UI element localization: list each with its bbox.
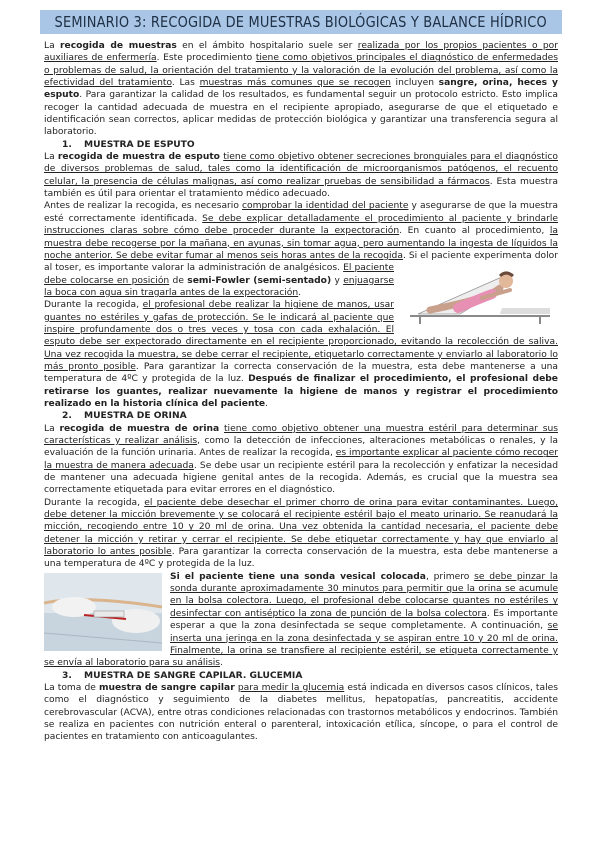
title-banner <box>40 10 562 34</box>
section-heading-urine: 2. MUESTRA DE ORINA <box>62 411 187 422</box>
page-title: SEMINARIO 3: RECOGIDA DE MUESTRAS BIOLÓGICAS Y BALANCE HÍDRICO <box>54 13 548 31</box>
urine-paragraph-1: La recogida de muestra de orina tiene como objetivo obtener una muestra estéril para determinar sus características y realizar análisis, como la detección de infecciones, alteraciones metabólicas o renales, y la evaluación de la función urinaria. Antes de realizar la recogida, es importante explicar al paciente cómo recoger la muestra de manera adecuada. Se debe usar un recipiente estéril para la recolección y enfatizar la necesidad de mantener una adecuada higiene genital antes de la recogida. Además, es crucial que la muestra sea correctamente etiquetada para evitar errores en el diagnóstico. <box>44 423 559 496</box>
sputum-paragraph-2: Antes de realizar la recogida, es necesario comprobar la identidad del paciente y asegurarse de que la muestra esté correctamente identificada. Se debe explicar detalladamente el procedimiento al paciente y brindarle instrucciones claras sobre cómo debe proceder durante la expectoración. En cuanto al procedimiento, la muestra debe recogerse por la mañana, en ayunas, sin tomar agua, pero aumentando la ingesta de líquidos la noche anterior. Se debe evitar fumar al menos seis horas antes de la recogida . Si el paciente experimenta dolor al toser, es importante valorar la administración de analgésicos. El paciente debe colocarse en posición de semi-Fowler (semi-sentado) y enjuagarse la boca con agua sin tragarla antes de la expectoración. <box>44 200 558 299</box>
semi-fowler-patient-figure <box>400 264 558 326</box>
urine-paragraph-2: Durante la recogida, el paciente debe desechar el primer chorro de orina para evitar contaminantes. Luego, debe detener la micción brevemente y se colocará el recipiente estéril bajo el meato urinario. Se reanudará la micción, recogiendo entre 10 y 20 ml de orina. Una vez obtenida la cantidad necesaria, el paciente debe detener la micción y retirar y cerrar el recipiente. Se debe etiquetar correctamente y hay que enviarlo al laboratorio lo antes posible. Para garantizar la correcta conservación de la muestra, esta debe mantenerse a una temperatura de 4ºC y protegida de la luz. <box>44 497 559 570</box>
intro-paragraph: La recogida de muestras en el ámbito hospitalario suele ser realizada por los propios pacientes o por auxiliares de enfermería. Este procedimiento tiene como objetivos principales el diagnóstico de enfermedades o problemas de salud, la orientación del tratamiento y la valoración de la evolución del problema, así como la efectividad del tratamiento. Las muestras más comunes que se recogen incluyen sangre, orina, heces y esputo. Para garantizar la calidad de los resultados, es fundamental seguir un protocolo estricto. Esto implica recoger la cantidad adecuada de muestra en el recipiente apropiado, asegurarse de que el etiquetado e identificación sean correctos, aplicar medidas de protección biológica y garantizar una transferencia segura al laboratorio. <box>44 41 559 138</box>
urine-paragraph-3: Si el paciente tiene una sonda vesical colocada, primero se debe pinzar la sonda durante aproximadamente 30 minutos para permitir que la orina se acumule en la bolsa colectora. Luego, el profesional debe colocarse guantes no estériles y desinfectar con antiséptico la zona de punción de la bolsa colectora. Es importante esperar a que la zona desinfectada se seque completamente. A continuación, se inserta una jeringa en la zona desinfectada y se aspiran entre 10 y 20 ml de orina. Finalmente, la orina se transfiere al recipiente estéril, se etiqueta correctamente y se envía al laboratorio para su análisis. <box>44 571 558 669</box>
document-body <box>44 40 558 744</box>
section-heading-sputum: 1. MUESTRA DE ESPUTO <box>62 139 195 150</box>
section-heading-capillary-blood: 3. MUESTRA DE SANGRE CAPILAR. GLUCEMIA <box>62 670 303 681</box>
capillary-paragraph-1: La toma de muestra de sangre capilar para medir la glucemia está indicada en diversos casos clínicos, tales como el diagnóstico y seguimiento de la diabetes mellitus, hepatopatías, pancreatitis, accidente cerebrovascular (ACVA), entre otras condiciones relacionadas con trastornos metabólicos y endocrinos. También se realiza en pacientes con nutrición enteral o parenteral, intoxicación etílica, síncope, o para el control de pacientes en tratamiento con anticoagulantes. <box>44 682 558 743</box>
urinary-catheter-figure <box>44 573 162 651</box>
sputum-paragraph-1: La recogida de muestra de esputo tiene como objetivo obtener secreciones bronquiales para el diagnóstico de diversos problemas de salud, tales como la identificación de microorganismos patógenos, el recuento celular, la presencia de células malignas, así como realizar pruebas de sensibilidad a fármacos. Esta muestra también es útil para orientar el tratamiento médico adecuado. <box>44 152 559 200</box>
sputum-paragraph-3: Durante la recogida, el profesional debe realizar la higiene de manos, usar guantes no estériles y gafas de protección. Se le indicará al paciente que inspire profundamente dos o tres veces y tosa con cada exhalación. El esputo debe ser expectorado directamente en el recipiente proporcionado, evitando la recolección de saliva. Una vez recogida la muestra, se debe cerrar el recipiente, etiquetarlo correctamente y enviarlo al laboratorio lo más pronto posible. Para garantizar la correcta conservación de la muestra, esta debe mantenerse a una temperatura de 4ºC y protegida de la luz. Después de finalizar el procedimiento, el profesional debe retirarse los guantes, realizar nuevamente la higiene de manos y registrar el procedimiento realizado en la historia clínica del paciente. <box>44 300 558 409</box>
